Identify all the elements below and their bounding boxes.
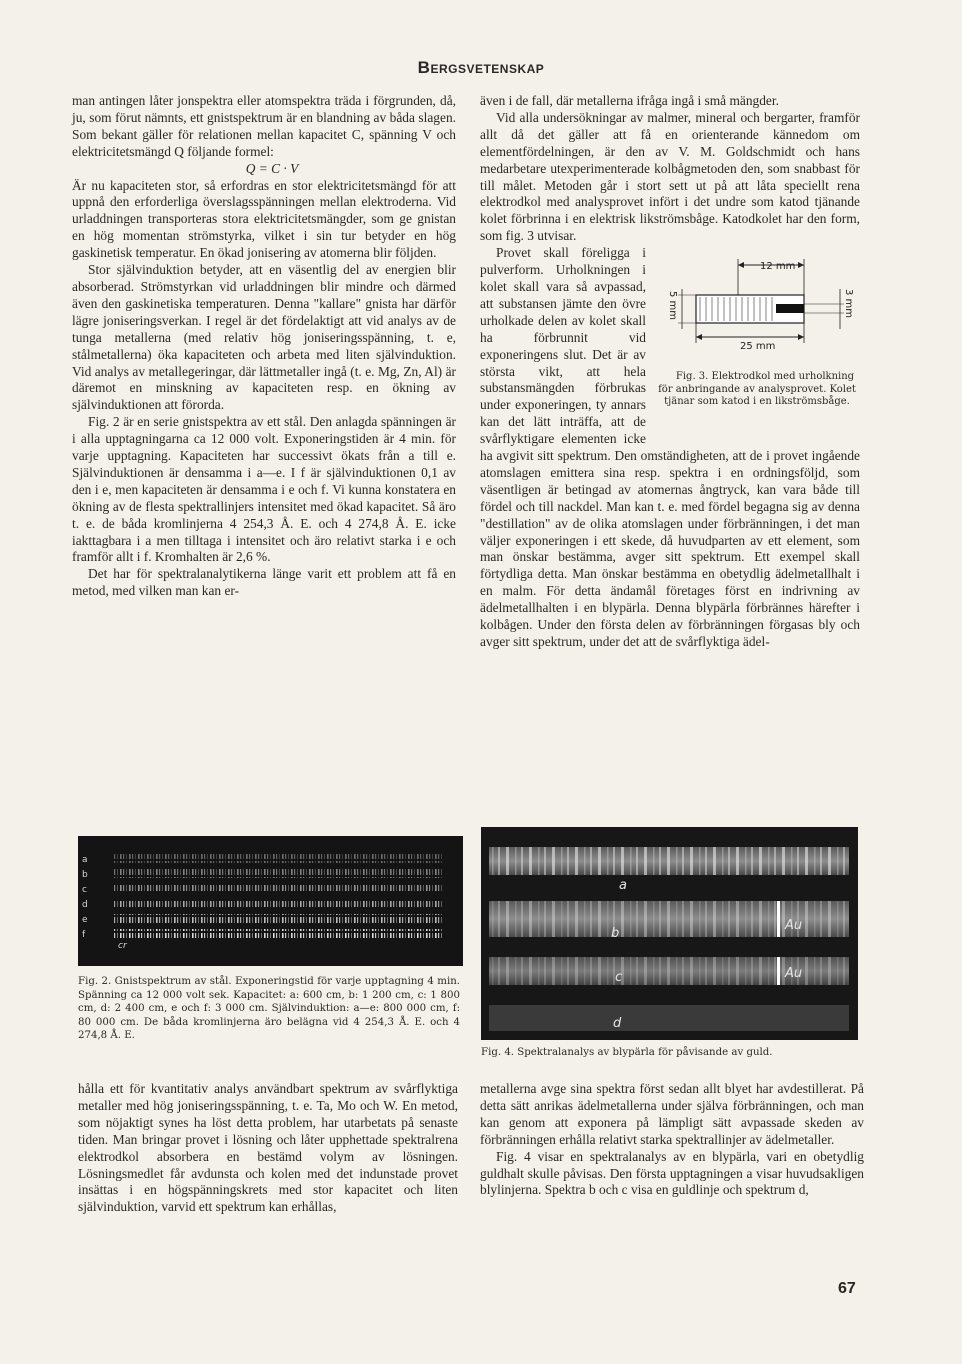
- paragraph: Fig. 4 visar en spektralanalys av en blypärla, vari en obetydlig guldhalt skulle påvisas. Den första upptagningen a visar huvudsakligen blylinjerna. Spektra b och c visa en guldlinje och spektrum d,: [480, 1148, 864, 1198]
- paragraph-text: Provet skall föreligga i pulverform. Urholkningen i kolet skall vara så avpassad, att substansen jämte den övre urholkade delen av kolet skall ha förbrunnit vid exponeringens slut. Det är av största vikt, att hela substansmängden förbrukas under exponeringen, ty annars kan det lätt inträffa, att de svårflyktigare elementen icke ha avgivit sitt spektrum. Den omständigheten, att de i provet ingående atomslagen emittera sina resp. spektra i en ordningsföljd, som väsentligen är betingad av atomernas ångtryck, kan vara både till fördel och till nackdel. Man kan t. e. med fördel begagna sig av denna "destillation" av de olika atomslagen under förbränningen, i det man väljer exponeringen i ett skede, då huvudparten av ett element, som man önskar bestämma, avger sitt spektrum. Ett exempel skall förtydliga detta. Man önskar bestämma en obetydlig ädelmetallhalt i en malm. För detta ändamål företages först en indrivning av ädelmetallhalten i en blypärla. Denna blypärla förbrännes härefter i kolbågen. Under den första delen av förbränningen förgasas bly och avger sitt spektrum, under det att de svårflyktiga ädel-: [480, 245, 860, 649]
- paragraph-with-figure: [480, 245, 860, 651]
- figure-3-caption: Fig. 3. Elektrodkol med urholkning för anbringande av analysprovet. Kolet tjänar som katod i en likströmsbåge.: [658, 371, 856, 408]
- spectrum-label-a: a: [82, 855, 88, 865]
- running-title: Bergsvetenskap: [417, 58, 545, 77]
- paragraph: Vid alla undersökningar av malmer, mineral och bergarter, framför allt då det gäller att få en orienterande kännedom om elementfördelningen, är den av V. M. Goldschmidt och hans medarbetare utexperimenterade kolbågmetoden den, som snabbast för till målet. Metoden går i stort sett ut på att låta speciellt rena elektrodkol med analysprovet infört i det undre som katod tjänande kolet förbrinna i en elektrisk likströmsbåge. Katodkolet har den form, som fig. 3 utvisar.: [480, 109, 860, 244]
- spectrum-label-c: c: [615, 970, 623, 985]
- paragraph: även i de fall, där metallerna ifråga ingå i små mängder.: [480, 93, 779, 108]
- figure-2-caption: Fig. 2. Gnistspektrum av stål. Exponeringstid för varje upptagning 4 min. Spänning ca 12 000 volt sek. Kapacitet: a: 600 cm, b: 1 200 cm, c: 1 800 cm, d: 2 400 cm, e och f: 3 000 cm. Självinduktion: a—e: 800 000 cm, f: 80 000 cm. De båda kromlinjerna äro belägna vid 4 254,3 Å. E. och 4 274,8 Å. E.: [78, 976, 460, 1042]
- paragraph: metallerna avge sina spektra först sedan allt blyet har avdestillerat. På detta sätt anrikas ädelmetallerna under själva förbränningen, och man kan genom att exponera på lämpligt sätt avpassade skeden av förbränningen erhålla relativt starka spektrallinjer av ädelmetaller.: [480, 1081, 864, 1147]
- spectrum-label-b: b: [611, 926, 620, 941]
- chromium-label: cr: [118, 941, 127, 951]
- figure-4: [481, 827, 858, 1040]
- figure-3: [654, 251, 860, 429]
- paragraph: Fig. 2 är en serie gnistspektra av ett stål. Den anlagda spänningen är i alla upptagningarna ca 12 000 volt. Exponeringstiden är 4 min. för varje upptagning. Kapaciteten har successivt ökats från a till e. Självinduktionen är densamma i a—e. I f är självinduktionen 0,1 av den i e, men kapaciteten är densamma i e och f. Vi kunna konstatera en ökning av de flesta spektrallinjers intensitet med ökad kapacitet. Så äro t. e. de båda kromlinjerna 4 254,3 Å. E. och 4 274,8 Å. E. icke iakttagbara i a men tilltaga i intensitet och äro relativt starka i e och framför allt i f. Kromhalten är 2,6 %.: [72, 414, 456, 565]
- dim-25-label: 25 mm: [740, 341, 776, 353]
- spectrum-label-d: d: [613, 1016, 622, 1031]
- formula: Q = C · V: [245, 160, 299, 176]
- spectrum-label-a: a: [619, 878, 627, 893]
- electrode-diagram: [654, 251, 860, 369]
- paragraph: hålla ett för kvantitativ analys användbart spektrum av svårflyktiga metaller med hög joniseringsspänning, t. e. Ta, Mo och W. En metod, som nöjaktigt synes ha löst detta problem, har utarbetats på senaste tiden. Man bringar provet i lösning och låter upphettade spektralrena elektrodkol absorbera en bestämd volym av lösningen. Lösningsmedlet får avdunsta och kolen med det indunstade provet insättas i en högspänningskrets med stor kapacitet och liten självinduktion, varvid ett spektrum kan erhållas,: [78, 1081, 458, 1215]
- spectrum-label-c: c: [82, 885, 87, 895]
- gold-line-label-b: Au: [785, 918, 803, 933]
- spectrum-label-d: d: [82, 900, 88, 910]
- dim-12-label: 12 mm: [760, 261, 796, 273]
- lead-bead-spectra-image: [481, 827, 858, 1040]
- gold-line-label-c: Au: [785, 966, 803, 981]
- spark-spectra-image: [78, 836, 463, 966]
- paragraph: Stor självinduktion betyder, att en väsentlig del av energien blir absorberad. Strömstyrkan vid urladdningen blir mindre och därmed även den gaskinetiska temperaturen. Denna "kallare" gnista har därför lägre joniseringsverkan. I regel är det fördelaktigt att vid analys av de tunga metallerna (med relativ hög joniseringsspänning, t. e, stålmetallerna) öka kapaciteten och arbeta med liten självinduktion. Vid analys av metallegeringar, där lättmetaller ingå (t. e. Mg, Zn, Al) är däremot en minskning av kapaciteten resp. en ökning av självinduktionen att förorda.: [72, 262, 456, 413]
- page-number: 67: [838, 1280, 856, 1297]
- figure-4-caption: Fig. 4. Spektralanalys av blypärla för påvisande av guld.: [481, 1047, 773, 1058]
- spectrum-label-e: e: [82, 915, 88, 925]
- spectrum-label-f: f: [82, 930, 86, 940]
- paragraph: man antingen låter jonspektra eller atomspektra träda i förgrunden, då, ju, som förut nämnts, ett gnistspektrum är en blandning av båda slagen. Som bekant gäller för relationen mellan kapacitet C, spänning V och elektricitetsmängd Q följande formel:: [72, 93, 456, 159]
- figure-2: [78, 836, 463, 966]
- dim-5-label: 5 mm: [667, 291, 678, 321]
- column-top-left: [72, 93, 456, 600]
- dim-3-label: 3 mm: [843, 289, 854, 319]
- column-top-right: [480, 93, 860, 651]
- column-bottom-left: [78, 1081, 458, 1216]
- column-bottom-right: [480, 1081, 864, 1199]
- spectrum-label-b: b: [82, 870, 88, 880]
- paragraph: Det har för spektralanalytikerna länge varit ett problem att få en metod, med vilken man kan er-: [72, 566, 456, 599]
- paragraph: Är nu kapaciteten stor, så erfordras en stor elektricitetsmängd för att uppnå den erforderliga överslagsspänningen mellan elektroderna. Vid urladdningen transporteras stora elektricitetsmängder, som ge gnistan en hög momentan strömstyrka, vilket i sin tur betyder en hög gaskinetisk temperatur. En ökad jonisering av atomerna blir följden.: [72, 177, 456, 261]
